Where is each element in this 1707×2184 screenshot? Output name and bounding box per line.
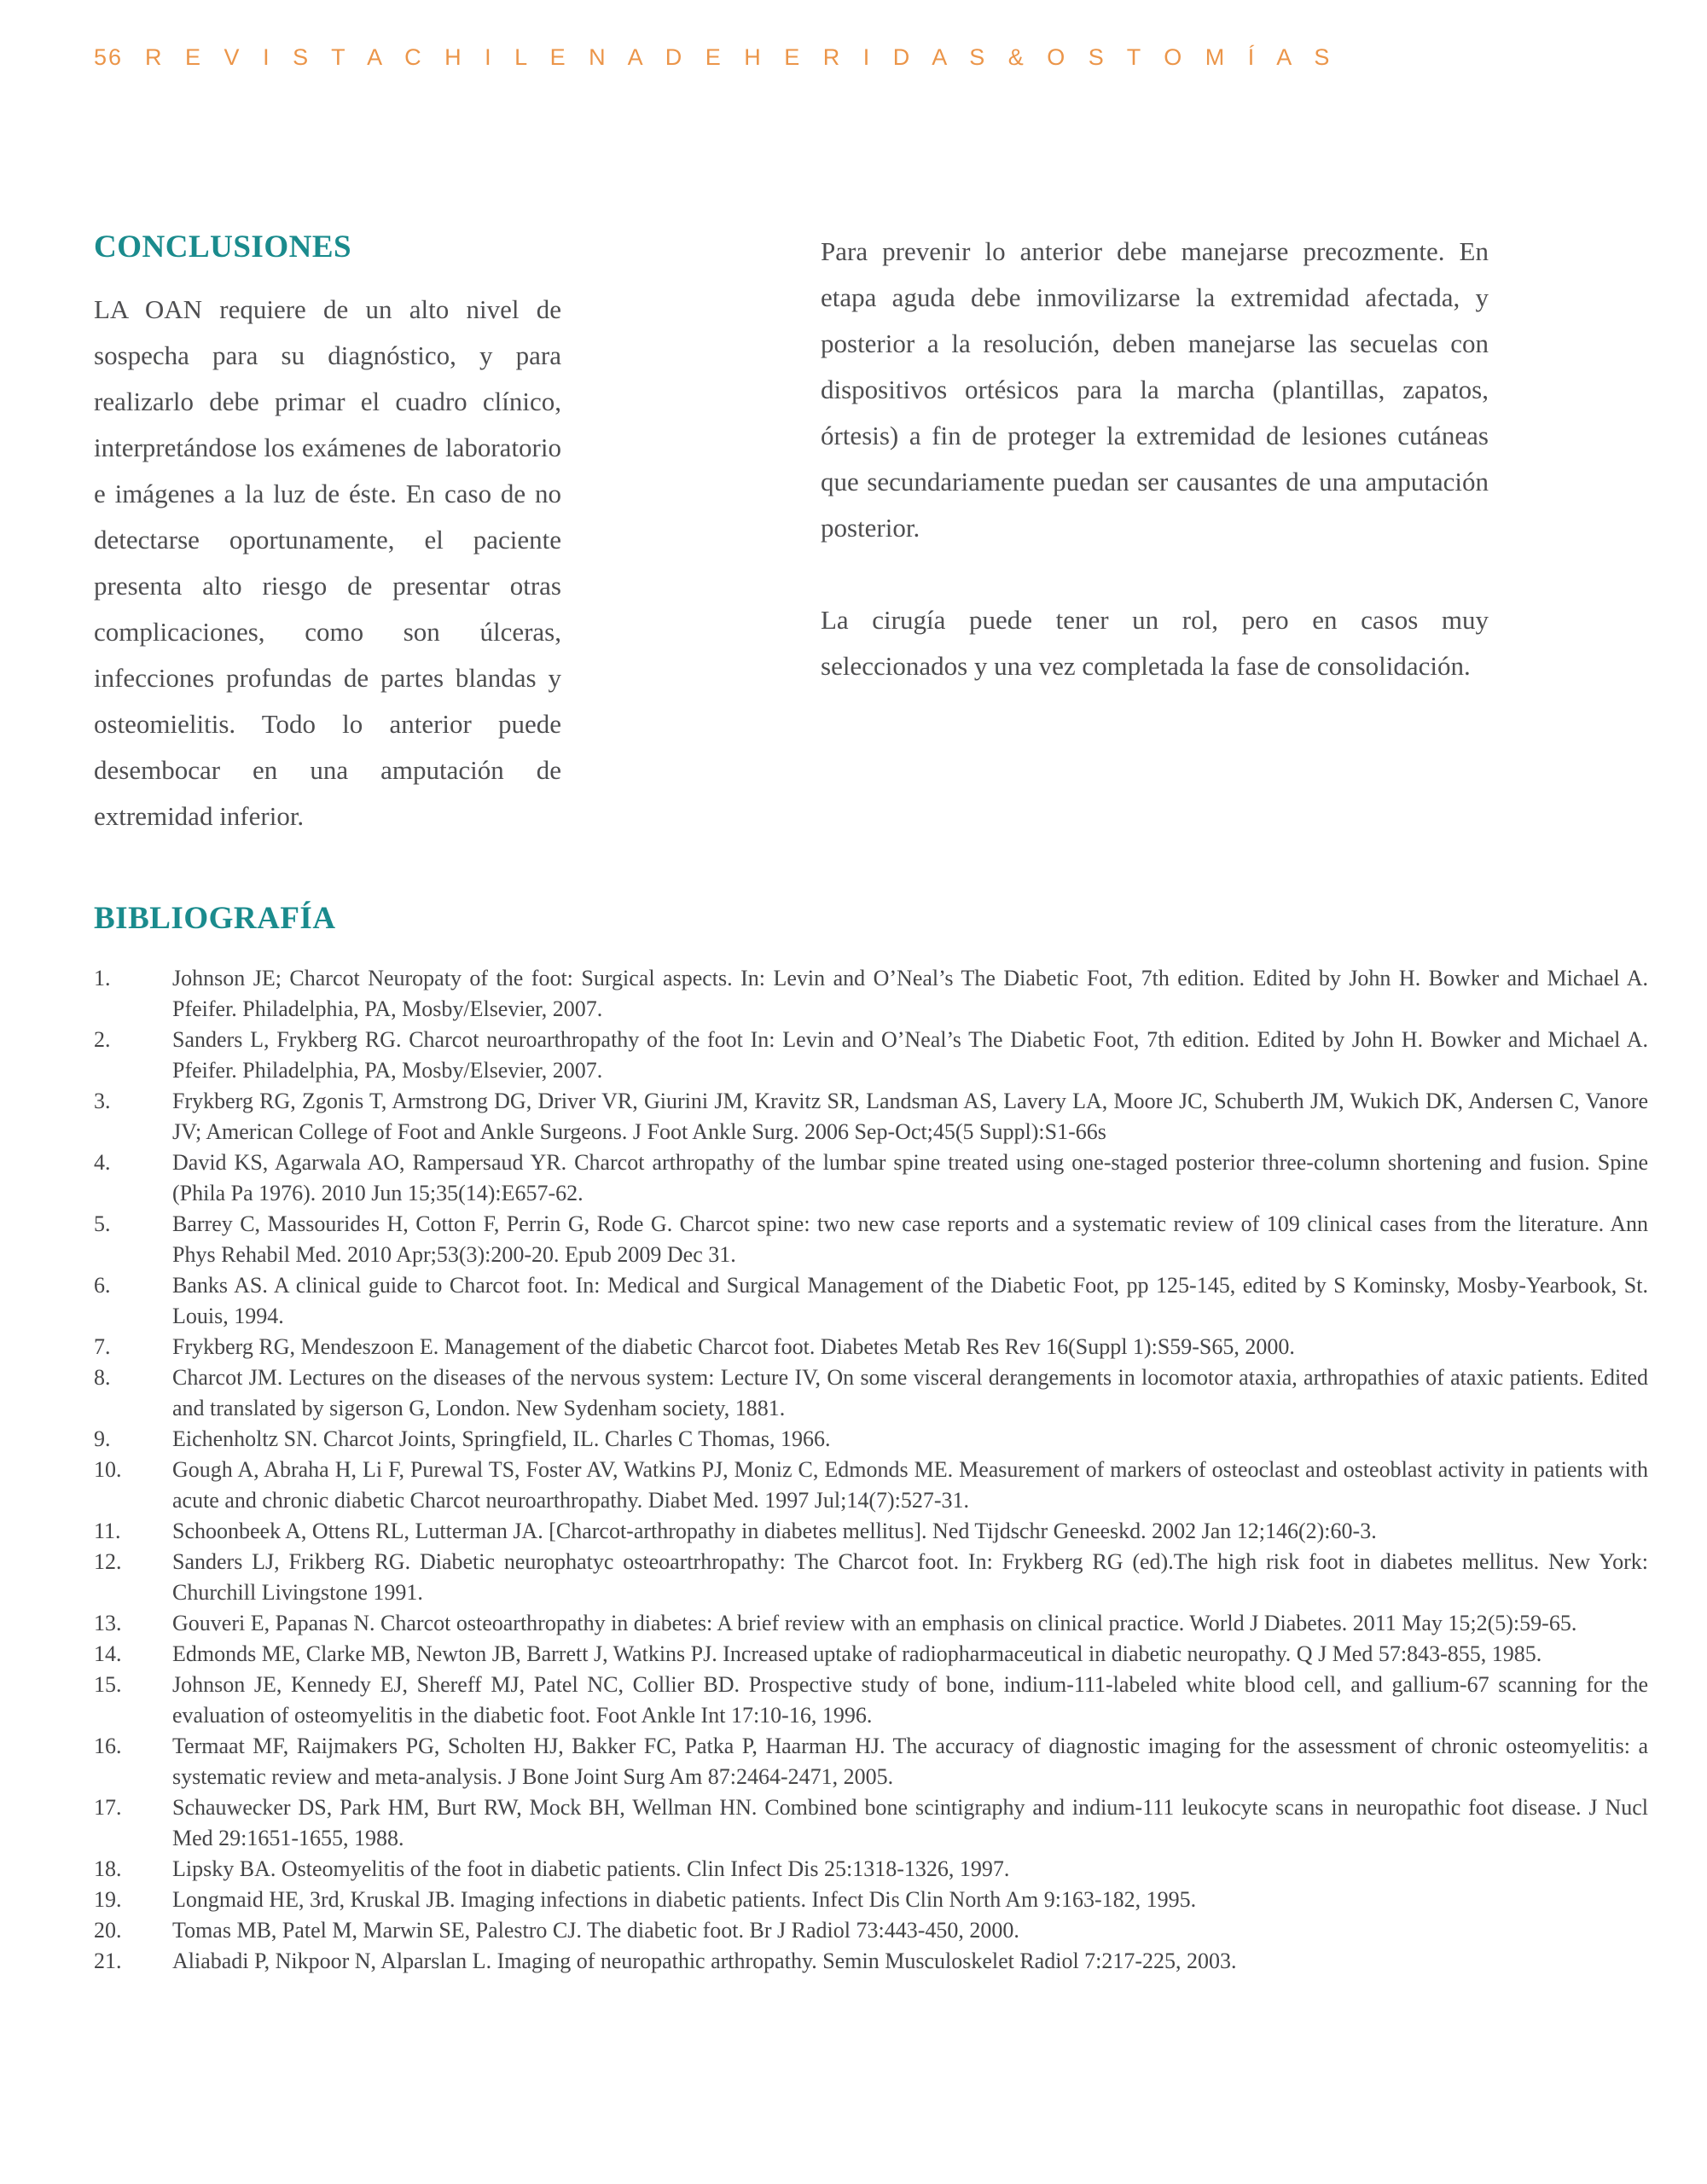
reference-item bbox=[94, 1946, 1648, 1977]
reference-number: 13. bbox=[94, 1611, 122, 1635]
reference-number: 6. bbox=[94, 1273, 111, 1298]
reference-number: 12. bbox=[94, 1549, 122, 1574]
reference-item bbox=[94, 1854, 1648, 1885]
reference-number: 10. bbox=[94, 1457, 122, 1482]
reference-text: Gouveri E, Papanas N. Charcot osteoarthropathy in diabetes: A brief review with an emphasis on clinical practice. World J Diabetes. 2011 May 15;2(5):59-65. bbox=[172, 1611, 1577, 1635]
reference-text: Edmonds ME, Clarke MB, Newton JB, Barrett J, Watkins PJ. Increased uptake of radiopharmaceutical in diabetic neuropathy. Q J Med 57:843-855, 1985. bbox=[172, 1641, 1542, 1666]
reference-number: 20. bbox=[94, 1918, 122, 1943]
reference-text: Frykberg RG, Zgonis T, Armstrong DG, Driver VR, Giurini JM, Kravitz SR, Landsman AS, Lavery LA, Moore JC, Schuberth JM, Wukich DK, Andersen C, Vanore JV; American College of Foot and Ankle Surgeons. J Foot Ankle Surg. 2006 Sep-Oct;45(5 Suppl):S1-66s bbox=[172, 1089, 1648, 1144]
reference-item bbox=[94, 1885, 1648, 1915]
conclusions-right-column bbox=[821, 229, 1489, 689]
reference-text: Frykberg RG, Mendeszoon E. Management of the diabetic Charcot foot. Diabetes Metab Res Rev 16(Suppl 1):S59-S65, 2000. bbox=[172, 1334, 1295, 1359]
reference-number: 11. bbox=[94, 1519, 121, 1543]
reference-number: 21. bbox=[94, 1949, 122, 1973]
reference-text: Banks AS. A clinical guide to Charcot foot. In: Medical and Surgical Management of the Diabetic Foot, pp 125-145, edited by S Kominsky, Mosby-Yearbook, St. Louis, 1994. bbox=[172, 1273, 1648, 1328]
reference-number: 14. bbox=[94, 1641, 122, 1666]
reference-number: 16. bbox=[94, 1734, 122, 1758]
reference-number: 3. bbox=[94, 1089, 111, 1113]
reference-number: 9. bbox=[94, 1426, 111, 1451]
reference-text: Schoonbeek A, Ottens RL, Lutterman JA. [Charcot-arthropathy in diabetes mellitus]. Ned Tijdschr Geneeskd. 2002 Jan 12;146(2):60-3. bbox=[172, 1519, 1377, 1543]
bibliography-section bbox=[94, 900, 1648, 1977]
reference-item bbox=[94, 1209, 1648, 1270]
reference-item bbox=[94, 1455, 1648, 1516]
reference-item bbox=[94, 1731, 1648, 1792]
conclusions-paragraph-3: La cirugía puede tener un rol, pero en casos muy seleccionados y una vez completada la fase de consolidación. bbox=[821, 605, 1489, 681]
reference-item bbox=[94, 1547, 1648, 1608]
reference-text: Barrey C, Massourides H, Cotton F, Perrin G, Rode G. Charcot spine: two new case reports and a systematic review of 109 clinical cases from the literature. Ann Phys Rehabil Med. 2010 Apr;53(3):200-20. Epub 2009 Dec 31. bbox=[172, 1211, 1648, 1267]
reference-number: 5. bbox=[94, 1211, 111, 1236]
reference-text: Sanders L, Frykberg RG. Charcot neuroarthropathy of the foot In: Levin and O’Neal’s The Diabetic Foot, 7th edition. Edited by John H. Bowker and Michael A. Pfeifer. Philadelphia, PA, Mosby/Elsevier, 2007. bbox=[172, 1027, 1648, 1083]
reference-item bbox=[94, 1915, 1648, 1946]
journal-title: R E V I S T A C H I L E N A D E H E R I D A S & O S T O M Í A S bbox=[145, 44, 1335, 70]
reference-item bbox=[94, 1086, 1648, 1147]
reference-item bbox=[94, 1516, 1648, 1547]
reference-text: Eichenholtz SN. Charcot Joints, Springfield, IL. Charles C Thomas, 1966. bbox=[172, 1426, 831, 1451]
reference-text: Lipsky BA. Osteomyelitis of the foot in diabetic patients. Clin Infect Dis 25:1318-1326, 1997. bbox=[172, 1856, 1010, 1881]
reference-item bbox=[94, 1639, 1648, 1670]
reference-text: Johnson JE; Charcot Neuropaty of the foot: Surgical aspects. In: Levin and O’Neal’s The Diabetic Foot, 7th edition. Edited by John H. Bowker and Michael A. Pfeifer. Philadelphia, PA, Mosby/Elsevier, 2007. bbox=[172, 966, 1648, 1021]
reference-text: Longmaid HE, 3rd, Kruskal JB. Imaging infections in diabetic patients. Infect Dis Clin North Am 9:163-182, 1995. bbox=[172, 1887, 1197, 1912]
conclusions-paragraph-2: Para prevenir lo anterior debe manejarse precozmente. En etapa aguda debe inmovilizarse la extremidad afectada, y posterior a la resolución, deben manejarse las secuelas con dispositivos ortésicos para la marcha (plantillas, zapatos, órtesis) a fin de proteger la extremidad de lesiones cutáneas que secundariamente puedan ser causantes de una amputación posterior. bbox=[821, 236, 1489, 543]
reference-number: 4. bbox=[94, 1150, 111, 1175]
reference-item bbox=[94, 1792, 1648, 1854]
reference-text: Tomas MB, Patel M, Marwin SE, Palestro CJ. The diabetic foot. Br J Radiol 73:443-450, 2000. bbox=[172, 1918, 1019, 1943]
reference-number: 17. bbox=[94, 1795, 122, 1820]
conclusions-paragraph-1: LA OAN requiere de un alto nivel de sospecha para su diagnóstico, y para realizarlo debe primar el cuadro clínico, interpretándose los exámenes de laboratorio e imágenes a la luz de éste. En caso de no detectarse oportunamente, el paciente presenta alto riesgo de presentar otras complicaciones, como son úlceras, infecciones profundas de partes blandas y osteomielitis. Todo lo anterior puede desembocar en una amputación de extremidad inferior. bbox=[94, 294, 561, 831]
reference-list bbox=[94, 963, 1648, 1977]
reference-text: Johnson JE, Kennedy EJ, Shereff MJ, Patel NC, Collier BD. Prospective study of bone, indium-111-labeled white blood cell, and gallium-67 scanning for the evaluation of osteomyelitis in the diabetic foot. Foot Ankle Int 17:10-16, 1996. bbox=[172, 1672, 1648, 1728]
reference-item bbox=[94, 1424, 1648, 1455]
reference-number: 8. bbox=[94, 1365, 111, 1390]
reference-item bbox=[94, 1270, 1648, 1332]
reference-number: 15. bbox=[94, 1672, 122, 1697]
page-number: 56 bbox=[94, 44, 124, 70]
reference-number: 19. bbox=[94, 1887, 122, 1912]
reference-text: Schauwecker DS, Park HM, Burt RW, Mock BH, Wellman HN. Combined bone scintigraphy and indium-111 leukocyte scans in neuropathic foot disease. J Nucl Med 29:1651-1655, 1988. bbox=[172, 1795, 1648, 1850]
reference-item bbox=[94, 1362, 1648, 1424]
reference-item bbox=[94, 1332, 1648, 1362]
reference-number: 1. bbox=[94, 966, 111, 990]
reference-item bbox=[94, 1025, 1648, 1086]
reference-number: 7. bbox=[94, 1334, 111, 1359]
reference-text: Gough A, Abraha H, Li F, Purewal TS, Foster AV, Watkins PJ, Moniz C, Edmonds ME. Measurement of markers of osteoclast and osteoblast activity in patients with acute and chronic diabetic Charcot neuroarthropathy. Diabet Med. 1997 Jul;14(7):527-31. bbox=[172, 1457, 1648, 1513]
reference-text: Sanders LJ, Frikberg RG. Diabetic neurophatyc osteoartrhropathy: The Charcot foot. In: Frykberg RG (ed).The high risk foot in diabetes mellitus. New York: Churchill Livingstone 1991. bbox=[172, 1549, 1648, 1605]
reference-text: Termaat MF, Raijmakers PG, Scholten HJ, Bakker FC, Patka P, Haarman HJ. The accuracy of diagnostic imaging for the assessment of chronic osteomyelitis: a systematic review and meta-analysis. J Bone Joint Surg Am 87:2464-2471, 2005. bbox=[172, 1734, 1648, 1789]
reference-item bbox=[94, 963, 1648, 1025]
reference-item bbox=[94, 1608, 1648, 1639]
reference-item bbox=[94, 1670, 1648, 1731]
reference-text: Charcot JM. Lectures on the diseases of the nervous system: Lecture IV, On some visceral derangements in locomotor ataxia, arthropathies of ataxic patients. Edited and translated by sigerson G, London. New Sydenham society, 1881. bbox=[172, 1365, 1648, 1420]
reference-item bbox=[94, 1147, 1648, 1209]
reference-number: 18. bbox=[94, 1856, 122, 1881]
reference-text: David KS, Agarwala AO, Rampersaud YR. Charcot arthropathy of the lumbar spine treated using one-staged posterior three-column shortening and fusion. Spine (Phila Pa 1976). 2010 Jun 15;35(14):E657-62. bbox=[172, 1150, 1648, 1205]
reference-text: Aliabadi P, Nikpoor N, Alparslan L. Imaging of neuropathic arthropathy. Semin Musculoskelet Radiol 7:217-225, 2003. bbox=[172, 1949, 1237, 1973]
bibliography-heading: BIBLIOGRAFÍA bbox=[94, 901, 336, 936]
running-head bbox=[94, 44, 1334, 71]
reference-number: 2. bbox=[94, 1027, 111, 1052]
conclusions-left-column bbox=[94, 229, 561, 839]
conclusions-heading: CONCLUSIONES bbox=[94, 229, 352, 264]
